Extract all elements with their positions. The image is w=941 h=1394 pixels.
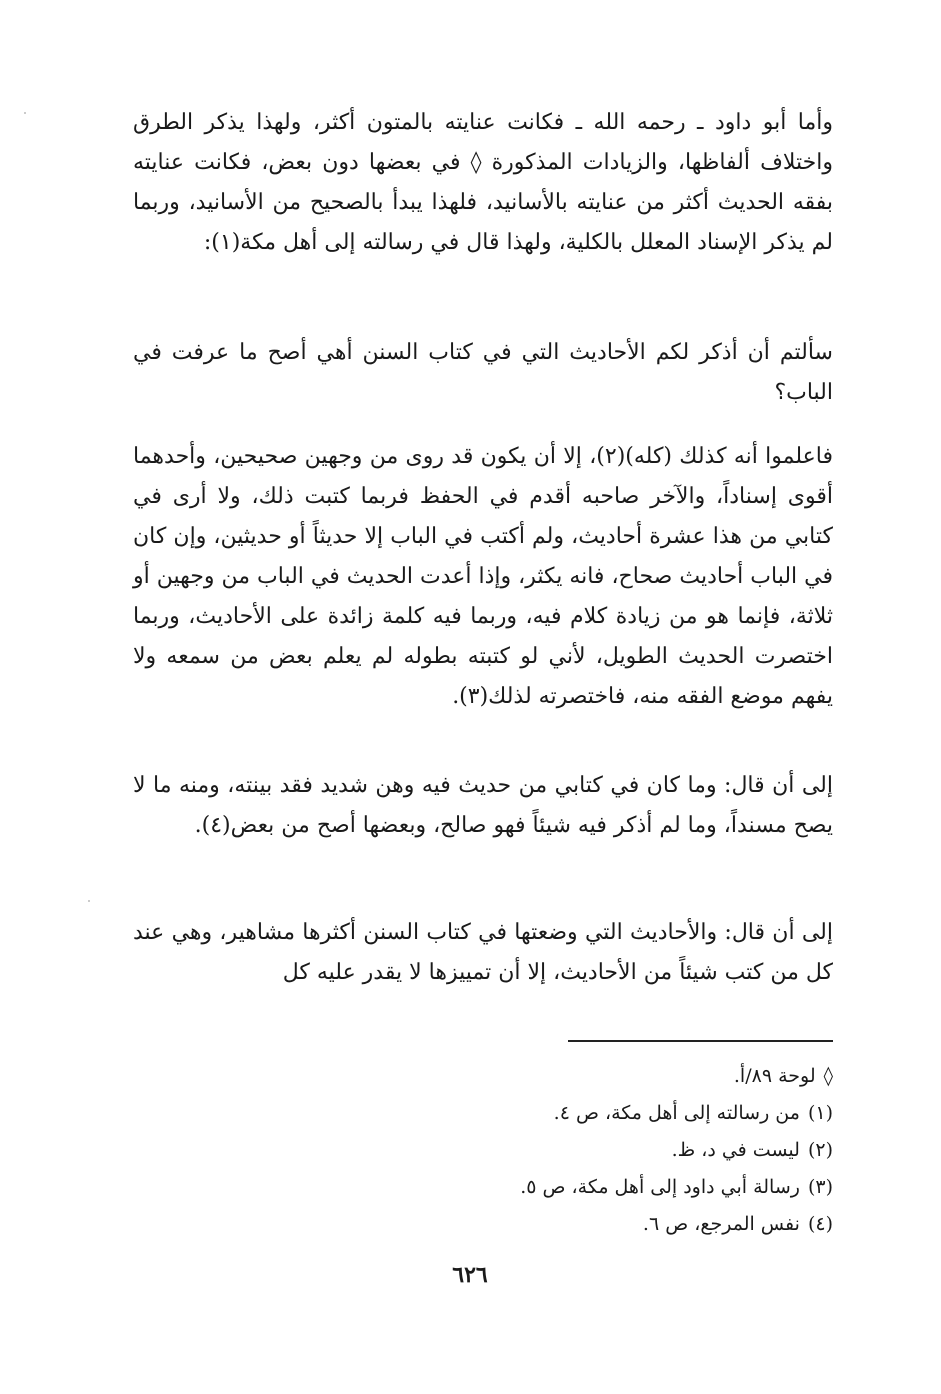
footnote-text: ليست في د، ظ. [671,1139,800,1161]
footnote-item [360,1132,833,1169]
scan-speck [24,112,26,114]
quoted-question-paragraph: سألتم أن أذكر لكم الأحاديث التي في كتاب السنن أهي أصح ما عرفت في الباب؟ [133,340,833,405]
footnote-marker: ◊ [823,1065,833,1087]
footnote-item [360,1095,833,1132]
footnotes-list [360,1058,833,1243]
body-paragraph-4: إلى أن قال: وما كان في كتابي من حديث فيه وهن شديد فقد بينته، ومنه ما لا يصح مسنداً، وما لم أذكر فيه شيئاً فهو صالح، وبعضها أصح من بعض(٤). [133,773,833,838]
footnote-separator [568,1040,833,1042]
quoted-answer-paragraph: فاعلموا أنه كذلك (كله)(٢)، إلا أن يكون قد روى من وجهين صحيحين، وأحدهما أقوى إسناداً، والآخر صاحبه أقدم في الحفظ فربما كتبت ذلك، ولا أرى في كتابي من هذا عشرة أحاديث، ولم أكتب في الباب إلا حديثاً أو حديثين، وإن كان في الباب أحاديث صحاح، فانه يكثر، وإذا أعدت الحديث في الباب من وجهين أو ثلاثة، فإنما هو من زيادة كلام فيه، وربما فيه كلمة زائدة على الأحاديث، وربما اختصرت الحديث الطويل، لأني لو كتبته بطوله لم يعلم بعض من سمعه ولا يفهم موضع الفقه منه، فاختصرته لذلك(٣). [133,444,833,709]
body-paragraph-1: وأما أبو داود ـ رحمه الله ـ فكانت عنايته بالمتون أكثر، ولهذا يذكر الطرق واختلاف ألفاظها، والزيادات المذكورة ◊ في بعضها دون بعض، فكانت عنايته بفقه الحديث أكثر من عنايته بالأسانيد، فلهذا يبدأ بالصحيح من الأسانيد، وربما لم يذكر الإسناد المعلل بالكلية، ولهذا قال في رسالته إلى أهل مكة(١): [133,110,833,255]
footnote-marker: (٢) [807,1139,833,1161]
body-paragraph-5: إلى أن قال: والأحاديث التي وضعتها في كتاب السنن أكثرها مشاهير، وهي عند كل من كتب شيئاً من الأحاديث، إلا أن تمييزها لا يقدر عليه كل [133,920,833,985]
footnote-text: من رسالته إلى أهل مكة، ص ٤. [553,1102,800,1124]
footnote-text: نفس المرجع، ص ٦. [642,1213,800,1235]
footnote-item [360,1058,833,1095]
footnote-marker: (١) [807,1102,833,1124]
footnote-marker: (٣) [807,1176,833,1198]
footnote-item [360,1206,833,1243]
footnote-text: رسالة أبي داود إلى أهل مكة، ص ٥. [520,1176,800,1198]
footnote-item [360,1169,833,1206]
footnote-marker: (٤) [807,1213,833,1235]
footnote-text: لوحة ٨٩/أ. [733,1065,816,1087]
page-number: ٦٢٦ [452,1262,488,1288]
scan-speck [88,900,90,902]
